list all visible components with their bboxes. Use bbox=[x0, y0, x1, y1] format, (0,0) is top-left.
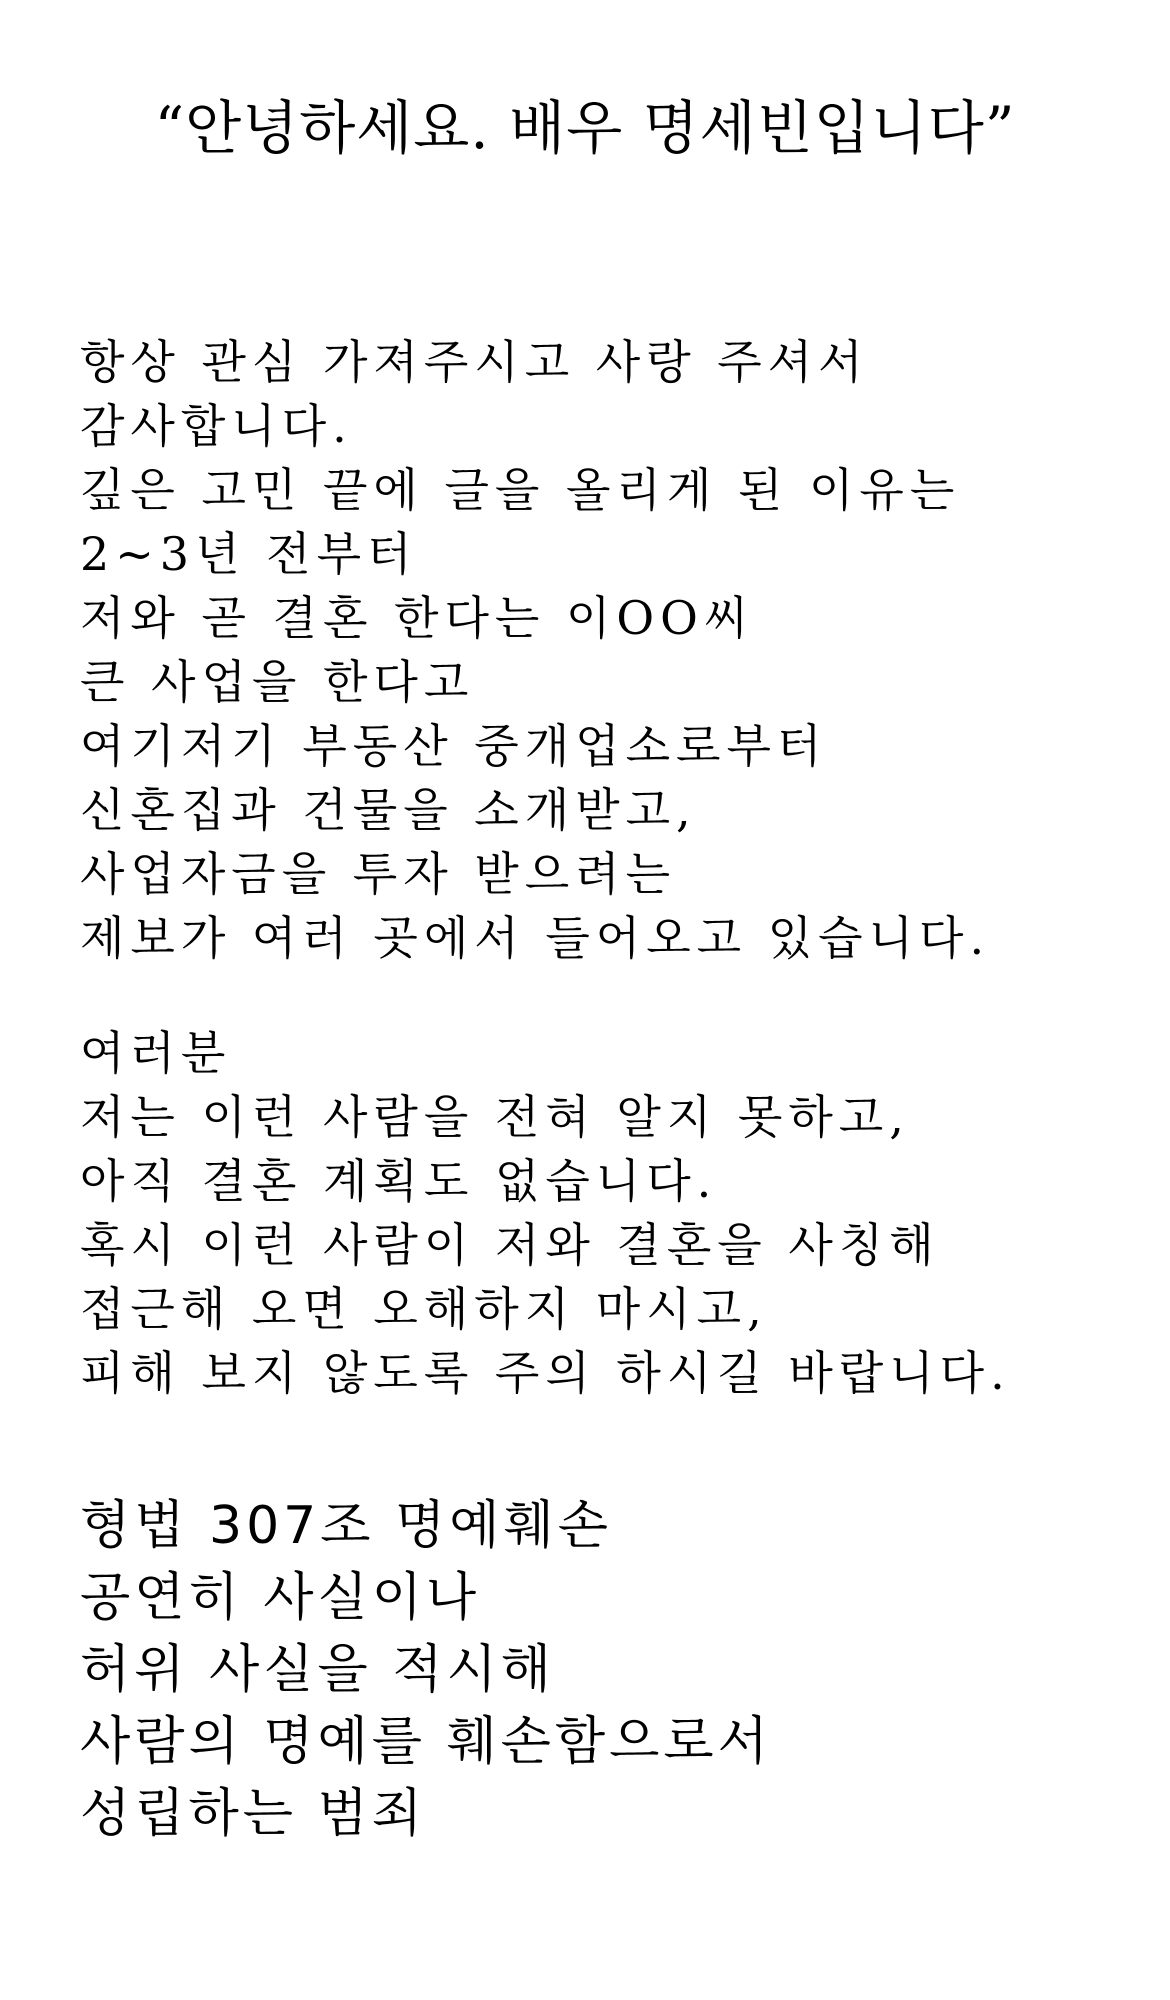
text-line: 항상 관심 가져주시고 사랑 주셔서 bbox=[80, 335, 869, 389]
text-line: 깊은 고민 끝에 글을 올리게 된 이유는 bbox=[80, 463, 961, 517]
text-line: 큰 사업을 한다고 bbox=[80, 655, 475, 709]
text-line: 저는 이런 사람을 전혀 알지 못하고, bbox=[80, 1090, 910, 1144]
text-line: 감사합니다. bbox=[80, 399, 353, 453]
text-line: 접근해 오면 오해하지 마시고, bbox=[80, 1282, 768, 1336]
statement-paragraph-warning bbox=[80, 1021, 1011, 1405]
text-line: 피해 보지 않도록 주의 하시길 바랍니다. bbox=[80, 1346, 1011, 1400]
statement-paragraph-law bbox=[80, 1490, 772, 1850]
text-line: 제보가 여러 곳에서 들어오고 있습니다. bbox=[80, 911, 991, 965]
text-line: 여기저기 부동산 중개업소로부터 bbox=[80, 719, 828, 773]
statement-title: “안녕하세요. 배우 명세빈입니다” bbox=[154, 94, 1016, 162]
text-line: 사람의 명예를 훼손함으로서 bbox=[80, 1712, 772, 1772]
text-line: 공연히 사실이나 bbox=[80, 1568, 481, 1628]
text-line: 저와 곧 결혼 한다는 이OO씨 bbox=[80, 591, 755, 645]
text-line: 형법 307조 명예훼손 bbox=[80, 1496, 612, 1556]
text-line: 여러분 bbox=[80, 1026, 232, 1080]
text-line: 성립하는 범죄 bbox=[80, 1784, 426, 1844]
text-line: 아직 결혼 계획도 없습니다. bbox=[80, 1154, 718, 1208]
text-line: 사업자금을 투자 받으려는 bbox=[80, 847, 677, 901]
statement-paragraph-gratitude bbox=[80, 330, 990, 970]
text-line: 혹시 이런 사람이 저와 결혼을 사칭해 bbox=[80, 1218, 940, 1272]
text-line: 허위 사실을 적시해 bbox=[80, 1640, 555, 1700]
text-line: 신혼집과 건물을 소개받고, bbox=[80, 783, 697, 837]
text-line: 2~3년 전부터 bbox=[80, 527, 418, 581]
